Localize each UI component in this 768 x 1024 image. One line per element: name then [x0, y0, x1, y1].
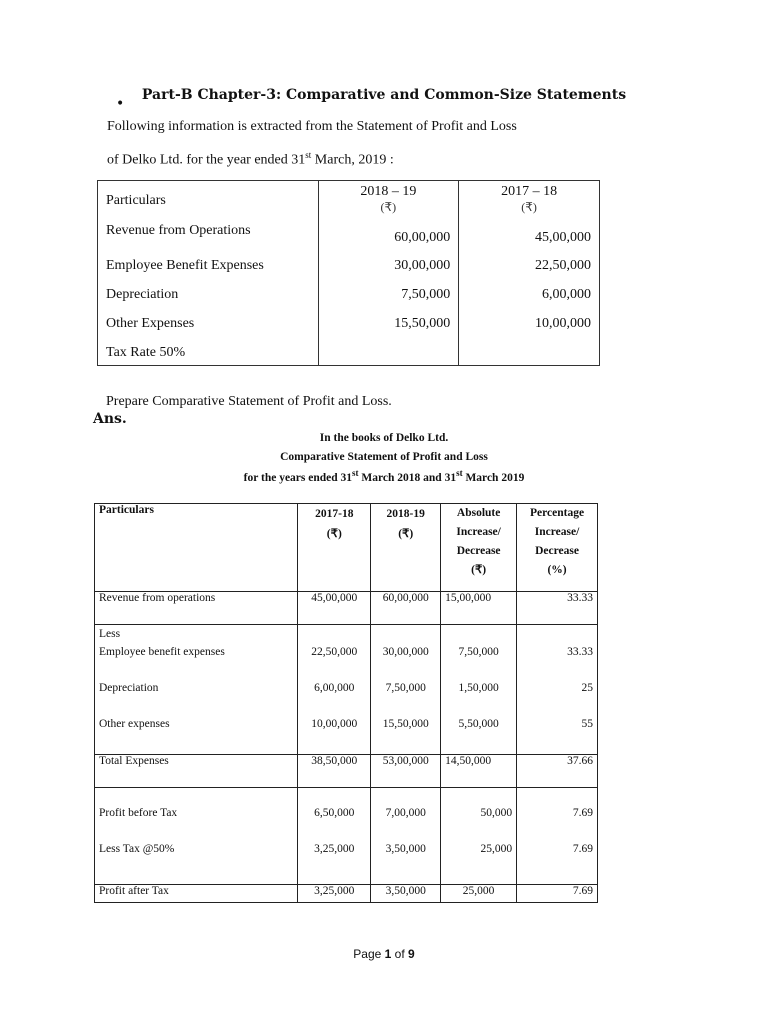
- row-value: 45,00,000: [298, 592, 371, 625]
- row-label: Depreciation: [99, 682, 159, 694]
- header-2018-19: 2018-19 (₹): [371, 504, 441, 592]
- row-value: 7.69: [517, 885, 598, 903]
- header-2017-18: 2017 – 18 (₹): [459, 181, 600, 223]
- row-value: 33.33: [567, 646, 593, 658]
- answer-title-statement: Comparative Statement of Profit and Loss: [280, 451, 488, 463]
- row-value: 60,00,000: [318, 223, 459, 252]
- row-value: 1,50,000: [458, 682, 499, 694]
- row-value: 7,50,000: [318, 281, 459, 310]
- tax-col-2017-18: [298, 788, 371, 885]
- expense-col-absolute: [441, 625, 517, 755]
- expense-labels: [95, 625, 298, 755]
- row-value: 25,000: [480, 843, 513, 855]
- row-label: Less Tax @50%: [99, 843, 175, 855]
- row-value: 3,25,000: [298, 885, 371, 903]
- question-instruction: Prepare Comparative Statement of Profit and Loss.: [106, 394, 392, 409]
- row-value: 3,25,000: [314, 843, 355, 855]
- tax-col-percentage: [517, 788, 598, 885]
- row-value: 7,50,000: [385, 682, 426, 694]
- row-value: 15,50,000: [318, 310, 459, 339]
- row-value: 15,00,000: [441, 592, 517, 625]
- row-label: Profit after Tax: [95, 885, 298, 903]
- tax-col-2018-19: [371, 788, 441, 885]
- row-label: Employee Benefit Expenses: [98, 252, 319, 281]
- row-label: Revenue from Operations: [98, 223, 319, 252]
- answer-title-period: for the years ended 31st March 2018 and 31st March 2019: [243, 468, 525, 484]
- row-value: 7.69: [572, 807, 593, 819]
- row-value: 7.69: [572, 843, 593, 855]
- page-number: Page 1 of 9: [353, 947, 415, 961]
- row-value: 15,50,000: [382, 718, 429, 730]
- row-value: 50,000: [480, 807, 513, 819]
- header-particulars: Particulars: [95, 504, 298, 592]
- row-value: 7,00,000: [385, 807, 426, 819]
- header-absolute-change: Absolute Increase/ Decrease (₹): [441, 504, 517, 592]
- row-value: 55: [581, 718, 593, 730]
- intro-line-2: of Delko Ltd. for the year ended 31st March, 2019 :: [107, 150, 394, 168]
- row-label: Profit before Tax: [99, 807, 178, 819]
- header-percentage-change: Percentage Increase/ Decrease (%): [517, 504, 598, 592]
- row-value: 7,50,000: [458, 646, 499, 658]
- row-label: Other Expenses: [98, 310, 319, 339]
- row-label: Other expenses: [99, 718, 170, 730]
- row-value: 37.66: [517, 755, 598, 788]
- row-value: 33.33: [517, 592, 598, 625]
- tax-labels: [95, 788, 298, 885]
- header-2018-19: 2018 – 19 (₹): [318, 181, 459, 223]
- expense-col-2018-19: [371, 625, 441, 755]
- row-value: [318, 339, 459, 366]
- less-label: Less: [99, 628, 121, 640]
- row-value: 14,50,000: [441, 755, 517, 788]
- row-value: 6,00,000: [459, 281, 600, 310]
- row-value: 25: [581, 682, 593, 694]
- row-label: Depreciation: [98, 281, 319, 310]
- row-value: 5,50,000: [458, 718, 499, 730]
- page-title: Part-B Chapter-3: Comparative and Common-Size Statements: [141, 87, 627, 103]
- row-value: 3,50,000: [371, 885, 441, 903]
- row-label: Employee benefit expenses: [99, 646, 225, 658]
- row-value: 10,00,000: [459, 310, 600, 339]
- intro-line-1: Following information is extracted from the Statement of Profit and Loss: [107, 119, 517, 134]
- bullet-point: •: [116, 96, 125, 112]
- row-value: 30,00,000: [318, 252, 459, 281]
- comparative-statement-table: [94, 503, 598, 903]
- header-2017-18: 2017-18 (₹): [298, 504, 371, 592]
- expense-col-2017-18: [298, 625, 371, 755]
- answer-title-books: In the books of Delko Ltd.: [319, 432, 449, 444]
- row-value: [459, 339, 600, 366]
- answer-label: Ans.: [93, 411, 127, 427]
- row-value: 3,50,000: [385, 843, 426, 855]
- row-label: Tax Rate 50%: [98, 339, 319, 366]
- row-value: 10,00,000: [311, 718, 358, 730]
- header-particulars: Particulars: [98, 181, 319, 223]
- row-value: 22,50,000: [459, 252, 600, 281]
- row-value: 60,00,000: [371, 592, 441, 625]
- row-label: Revenue from operations: [95, 592, 298, 625]
- tax-col-absolute: [441, 788, 517, 885]
- expense-col-percentage: [517, 625, 598, 755]
- row-value: 30,00,000: [382, 646, 429, 658]
- row-value: 6,50,000: [314, 807, 355, 819]
- row-value: 53,00,000: [371, 755, 441, 788]
- row-value: 25,000: [441, 885, 517, 903]
- question-table: [97, 180, 600, 366]
- row-value: 45,00,000: [459, 223, 600, 252]
- row-value: 38,50,000: [298, 755, 371, 788]
- row-value: 6,00,000: [314, 682, 355, 694]
- row-label: Total Expenses: [95, 755, 298, 788]
- row-value: 22,50,000: [311, 646, 358, 658]
